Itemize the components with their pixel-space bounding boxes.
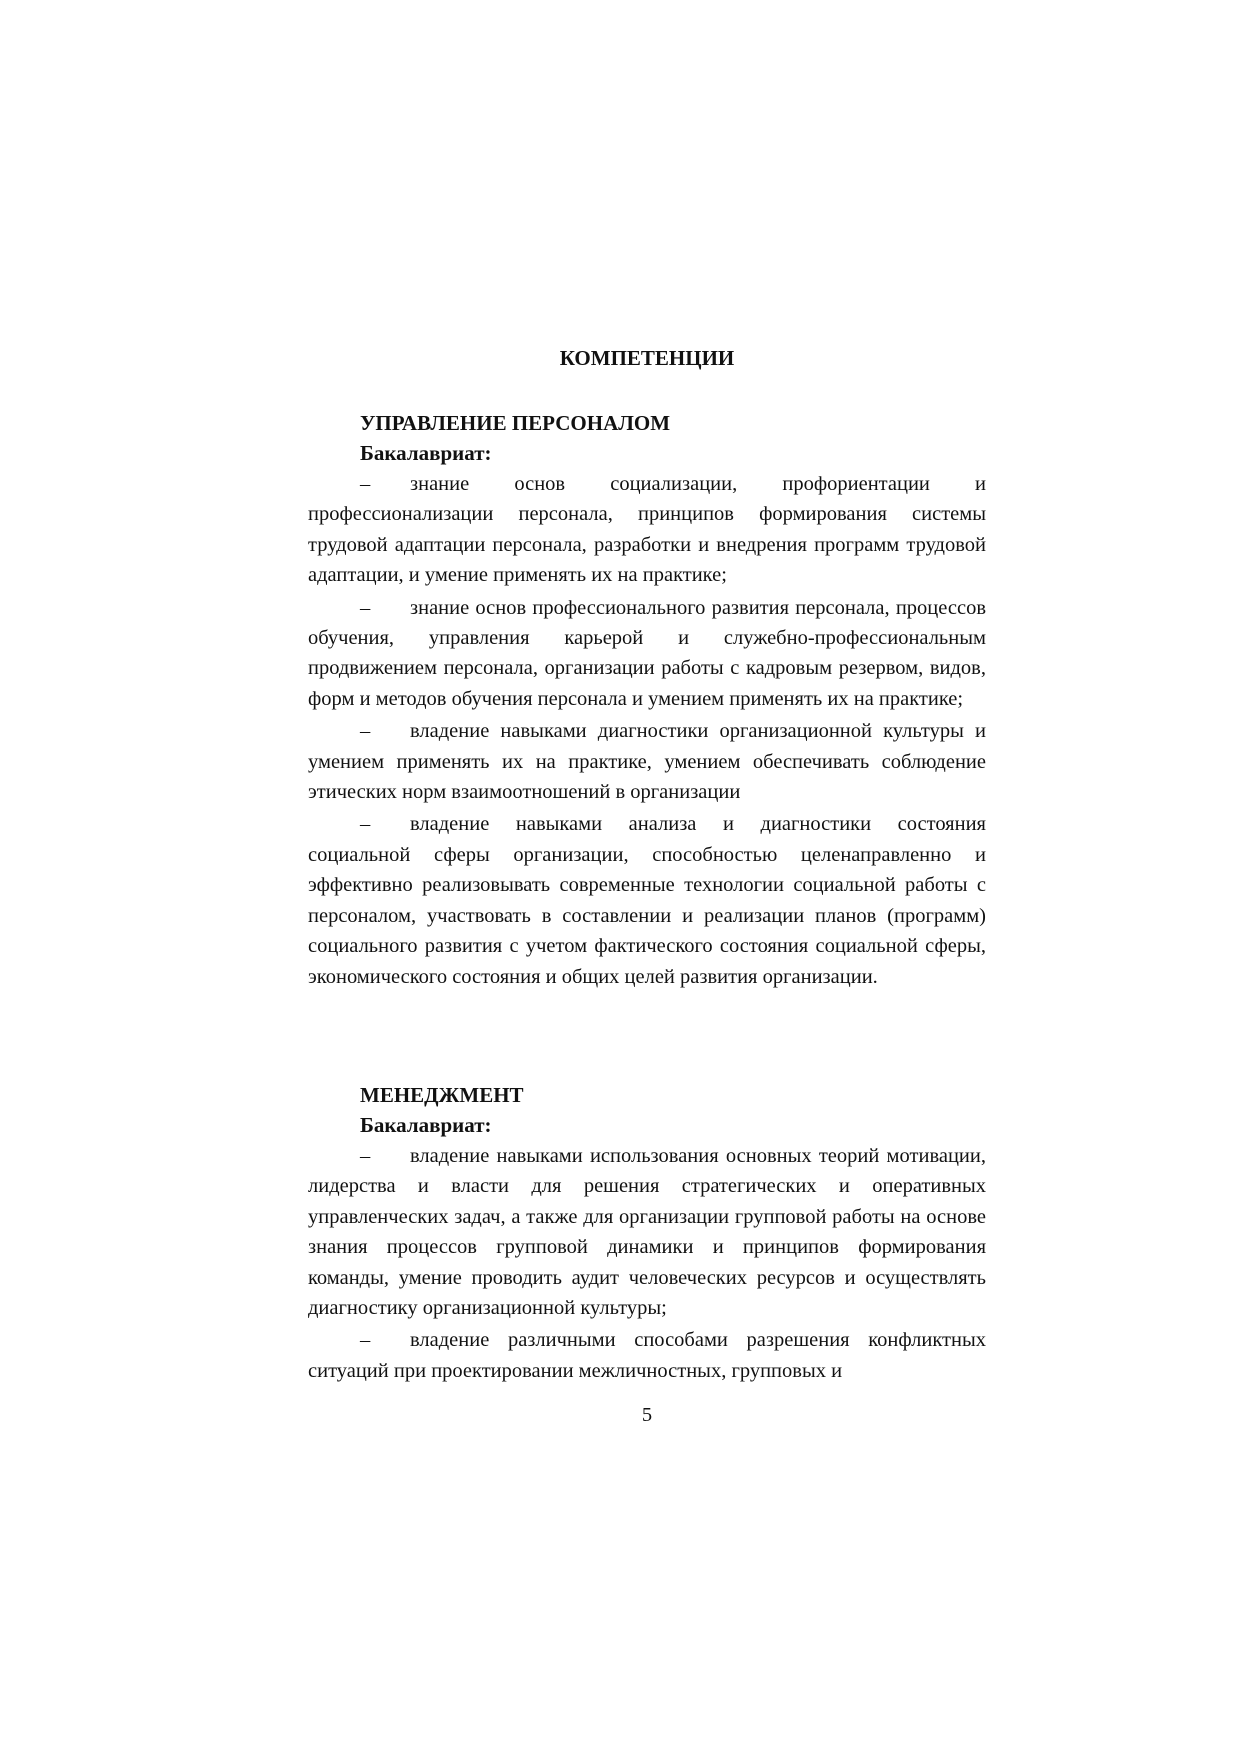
- page-title: КОМПЕТЕНЦИИ: [559, 346, 735, 370]
- competency-text: владение различными способами разрешения конфликтных ситуаций при проектировании межличностных, групповых и: [308, 1329, 986, 1382]
- competency-text: знание основ профессионального развития персонала, процессов обучения, управления карьерой и служебно-профессиональным продвижением персонала, организации работы с кадровым резервом, видов, форм и методов обучения персонала и умением применять их на практике;: [308, 596, 986, 710]
- competency-item: [308, 593, 986, 715]
- section-management: [308, 1081, 986, 1386]
- dash-bullet: –: [360, 596, 371, 619]
- degree-label: Бакалавриат:: [360, 1113, 492, 1137]
- competency-item: [308, 469, 986, 591]
- document-page: [308, 0, 986, 1755]
- competency-text: владение навыками анализа и диагностики состояния социальной сферы организации, способностью целенаправленно и эффективно реализовывать современные технологии социальной работы с персоналом, участвовать в составлении и реализации планов (программ) социального развития с учетом фактического состояния социальной сферы, экономического состояния и общих целей развития организации.: [308, 813, 986, 988]
- dash-bullet: –: [360, 1329, 371, 1352]
- section-heading: МЕНЕДЖМЕНТ: [360, 1083, 524, 1107]
- dash-bullet: –: [360, 813, 371, 836]
- dash-bullet: –: [360, 473, 371, 495]
- competency-item: [308, 716, 986, 807]
- section-personnel-management: [308, 409, 986, 992]
- competency-text: владение навыками использования основных теорий мотивации, лидерства и власти для решения стратегических и оперативных управленческих задач, а также для организации групповой работы на основе знания процессов групповой динамики и принципов формирования команды, умение проводить аудит человеческих ресурсов и осуществлять диагностику организационной культуры;: [308, 1145, 986, 1320]
- page-number: 5: [641, 1404, 653, 1426]
- dash-bullet: –: [360, 1145, 371, 1167]
- competency-item: [308, 1325, 986, 1386]
- degree-label: Бакалавриат:: [360, 441, 492, 465]
- section-heading: УПРАВЛЕНИЕ ПЕРСОНАЛОМ: [360, 411, 671, 435]
- competency-text: владение навыками диагностики организационной культуры и умением применять их на практике, умением обеспечивать соблюдение этических норм взаимоотношений в организации: [308, 720, 986, 804]
- competency-text: знание основ социализации, профориентации и профессионализации персонала, принципов формирования системы трудовой адаптации персонала, разработки и внедрения программ трудовой адаптации, и умение применять их на практике;: [308, 473, 986, 587]
- competency-item: [308, 1141, 986, 1323]
- dash-bullet: –: [360, 720, 371, 743]
- competency-item: [308, 809, 986, 991]
